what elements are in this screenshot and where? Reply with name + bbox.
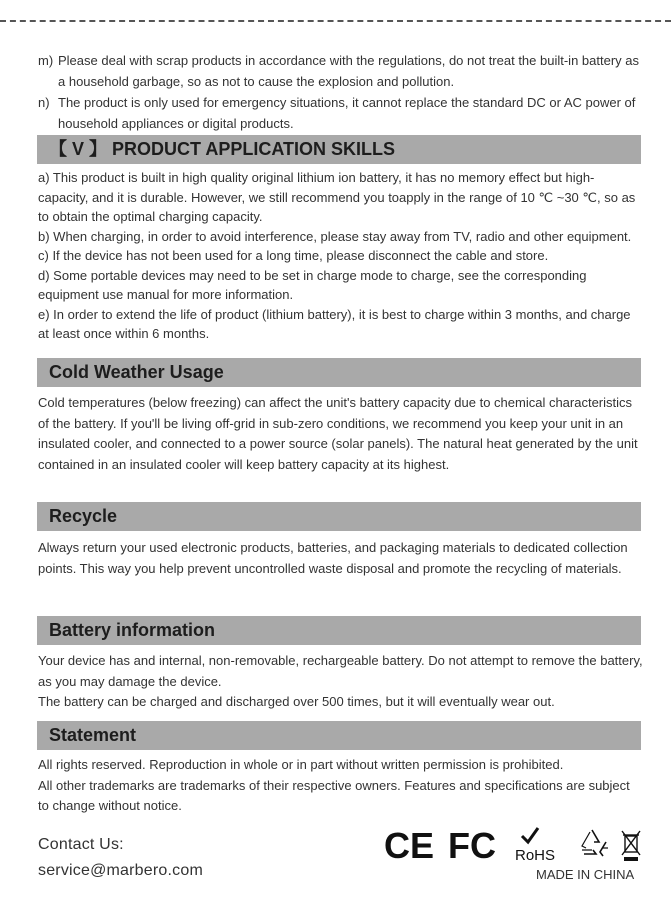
rohs-mark-icon <box>515 828 555 864</box>
list-marker: m) <box>38 53 54 68</box>
fcc-mark-icon: FC <box>448 825 496 866</box>
list-marker: n) <box>38 95 50 110</box>
section-heading-application: 【 V 】 PRODUCT APPLICATION SKILLS <box>37 135 641 164</box>
list-item-m <box>38 50 643 92</box>
cold-text: Cold temperatures (below freezing) can affect the unit's battery capacity due to chemical characteristics of the battery. If you'll be living off-grid in sub-zero conditions, we recommend you keep your unit in an insulated cooler, and connected to a power source (solar panels). The natural heat generated by the unit contained in an insulated cooler will keep battery capacity at its highest. <box>38 395 638 472</box>
ce-mark-icon: CE <box>384 825 435 866</box>
rohs-label: RoHS <box>515 847 556 864</box>
recycle-text: Always return your used electronic products, batteries, and packaging materials to dedicated collection points. This way you help prevent uncontrolled waste disposal and promote the recycling of materials. <box>38 540 628 576</box>
battery-line: The battery can be charged and discharged over 500 times, but it will eventually wear out. <box>38 694 555 709</box>
application-line: b) When charging, in order to avoid interference, please stay away from TV, radio and other equipment. <box>38 228 632 244</box>
contact-email[interactable]: service@marbero.com <box>38 862 203 879</box>
made-in-label: MADE IN CHINA <box>536 867 635 882</box>
list-text: Please deal with scrap products in accordance with the regulations, do not treat the built-in battery as a household garbage, so as not to cause the explosion and pollution. <box>58 53 639 89</box>
weee-bin-icon <box>622 831 640 861</box>
certification-logos <box>382 822 644 866</box>
section-heading-cold: Cold Weather Usage <box>37 358 641 387</box>
statement-line: All other trademarks are trademarks of their respective owners. Features and specifications are subject to change without notice. <box>38 777 630 813</box>
section-body-statement <box>38 755 643 817</box>
section-body-application <box>38 168 643 344</box>
contact-block <box>38 832 203 884</box>
application-line: c) If the device has not been used for a long time, please disconnect the cable and store. <box>38 248 549 263</box>
section-body-cold <box>38 393 643 475</box>
recycle-icon <box>582 830 608 856</box>
cut-line <box>0 20 671 22</box>
section-body-recycle <box>38 538 643 579</box>
list-continued <box>38 50 643 134</box>
battery-line: Your device has and internal, non-removable, rechargeable battery. Do not attempt to remove the battery, as you may damage the device. <box>38 653 643 689</box>
section-heading-battery: Battery information <box>37 616 641 645</box>
application-line: a) This product is built in high quality original lithium ion battery, it has no memory effect but high-capacity, and it is durable. However, we still recommend you toapply in the range of 10 ℃ ~30 ℃, so as to obtain the optimal charging capacity. <box>38 170 636 224</box>
list-item-n <box>38 92 643 134</box>
section-heading-recycle: Recycle <box>37 502 641 531</box>
application-line: e) In order to extend the life of product (lithium battery), it is best to charge within 3 months, and charge at least once within 6 months. <box>38 306 631 341</box>
contact-label: Contact Us: <box>38 836 124 853</box>
application-line: d) Some portable devices may need to be set in charge mode to charge, see the corresponding equipment use manual for more information. <box>38 267 587 302</box>
list-text: The product is only used for emergency situations, it cannot replace the standard DC or AC power of household appliances or digital products. <box>58 95 636 131</box>
statement-line: All rights reserved. Reproduction in whole or in part without written permission is prohibited. <box>38 757 564 772</box>
section-body-battery <box>38 651 643 713</box>
section-heading-statement: Statement <box>37 721 641 750</box>
